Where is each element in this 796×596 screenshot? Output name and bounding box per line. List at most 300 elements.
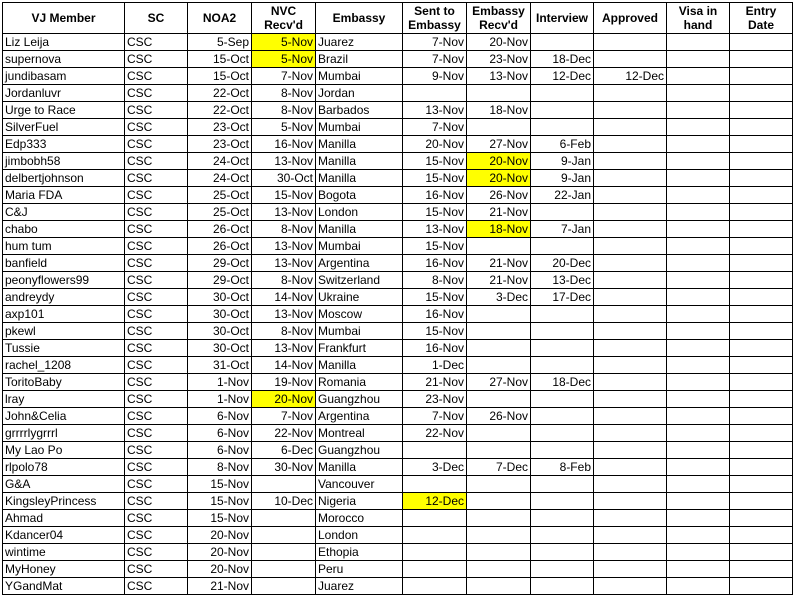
- cell-visa-in-hand[interactable]: [667, 442, 730, 459]
- cell-nvc-recvd[interactable]: 14-Nov: [252, 357, 316, 374]
- cell-approved[interactable]: [594, 153, 667, 170]
- cell-vj-member[interactable]: rlpolo78: [3, 459, 125, 476]
- cell-entry-date[interactable]: [730, 204, 793, 221]
- cell-approved[interactable]: [594, 510, 667, 527]
- cell-nvc-recvd[interactable]: 7-Nov: [252, 68, 316, 85]
- cell-sc[interactable]: CSC: [125, 136, 188, 153]
- cell-sc[interactable]: CSC: [125, 323, 188, 340]
- cell-vj-member[interactable]: lray: [3, 391, 125, 408]
- cell-sc[interactable]: CSC: [125, 374, 188, 391]
- cell-interview[interactable]: [531, 357, 594, 374]
- cell-nvc-recvd[interactable]: 13-Nov: [252, 340, 316, 357]
- cell-entry-date[interactable]: [730, 289, 793, 306]
- cell-visa-in-hand[interactable]: [667, 374, 730, 391]
- cell-sc[interactable]: CSC: [125, 153, 188, 170]
- cell-embassy[interactable]: Romania: [316, 374, 403, 391]
- cell-visa-in-hand[interactable]: [667, 34, 730, 51]
- cell-noa2[interactable]: 6-Nov: [188, 425, 252, 442]
- cell-visa-in-hand[interactable]: [667, 306, 730, 323]
- cell-embassy-recvd[interactable]: 26-Nov: [467, 187, 531, 204]
- cell-interview[interactable]: [531, 578, 594, 595]
- cell-embassy-recvd[interactable]: [467, 425, 531, 442]
- cell-interview[interactable]: 9-Jan: [531, 170, 594, 187]
- cell-approved[interactable]: [594, 340, 667, 357]
- cell-entry-date[interactable]: [730, 340, 793, 357]
- cell-interview[interactable]: [531, 238, 594, 255]
- cell-sc[interactable]: CSC: [125, 357, 188, 374]
- cell-approved[interactable]: [594, 476, 667, 493]
- cell-noa2[interactable]: 5-Sep: [188, 34, 252, 51]
- cell-nvc-recvd[interactable]: 8-Nov: [252, 221, 316, 238]
- cell-noa2[interactable]: 15-Nov: [188, 493, 252, 510]
- cell-embassy[interactable]: Manilla: [316, 136, 403, 153]
- cell-approved[interactable]: [594, 119, 667, 136]
- cell-vj-member[interactable]: C&J: [3, 204, 125, 221]
- cell-sc[interactable]: CSC: [125, 68, 188, 85]
- cell-entry-date[interactable]: [730, 510, 793, 527]
- cell-vj-member[interactable]: Liz Leija: [3, 34, 125, 51]
- cell-approved[interactable]: [594, 391, 667, 408]
- cell-interview[interactable]: 12-Dec: [531, 68, 594, 85]
- header-sc[interactable]: SC: [125, 3, 188, 34]
- cell-embassy[interactable]: Mumbai: [316, 119, 403, 136]
- cell-embassy-recvd[interactable]: [467, 85, 531, 102]
- cell-sc[interactable]: CSC: [125, 527, 188, 544]
- cell-noa2[interactable]: 26-Oct: [188, 221, 252, 238]
- cell-embassy-recvd[interactable]: [467, 391, 531, 408]
- cell-visa-in-hand[interactable]: [667, 323, 730, 340]
- cell-entry-date[interactable]: [730, 493, 793, 510]
- cell-sent-to-embassy[interactable]: 13-Nov: [403, 221, 467, 238]
- cell-approved[interactable]: [594, 34, 667, 51]
- cell-noa2[interactable]: 30-Oct: [188, 323, 252, 340]
- cell-vj-member[interactable]: jimbobh58: [3, 153, 125, 170]
- cell-sc[interactable]: CSC: [125, 51, 188, 68]
- cell-sent-to-embassy[interactable]: 7-Nov: [403, 408, 467, 425]
- cell-approved[interactable]: [594, 323, 667, 340]
- cell-interview[interactable]: 9-Jan: [531, 153, 594, 170]
- cell-embassy-recvd[interactable]: 27-Nov: [467, 136, 531, 153]
- cell-sc[interactable]: CSC: [125, 510, 188, 527]
- cell-entry-date[interactable]: [730, 221, 793, 238]
- cell-approved[interactable]: [594, 51, 667, 68]
- cell-entry-date[interactable]: [730, 544, 793, 561]
- cell-visa-in-hand[interactable]: [667, 425, 730, 442]
- cell-approved[interactable]: [594, 544, 667, 561]
- cell-vj-member[interactable]: delbertjohnson: [3, 170, 125, 187]
- cell-approved[interactable]: [594, 578, 667, 595]
- cell-approved[interactable]: [594, 425, 667, 442]
- cell-embassy[interactable]: Argentina: [316, 255, 403, 272]
- cell-entry-date[interactable]: [730, 374, 793, 391]
- cell-entry-date[interactable]: [730, 153, 793, 170]
- cell-noa2[interactable]: 22-Oct: [188, 85, 252, 102]
- cell-embassy-recvd[interactable]: [467, 476, 531, 493]
- cell-sent-to-embassy[interactable]: 13-Nov: [403, 102, 467, 119]
- cell-vj-member[interactable]: supernova: [3, 51, 125, 68]
- cell-visa-in-hand[interactable]: [667, 68, 730, 85]
- cell-entry-date[interactable]: [730, 306, 793, 323]
- cell-embassy[interactable]: Bogota: [316, 187, 403, 204]
- cell-sent-to-embassy[interactable]: 22-Nov: [403, 425, 467, 442]
- cell-sc[interactable]: CSC: [125, 544, 188, 561]
- cell-sc[interactable]: CSC: [125, 425, 188, 442]
- cell-embassy[interactable]: Manilla: [316, 170, 403, 187]
- cell-entry-date[interactable]: [730, 476, 793, 493]
- cell-approved[interactable]: [594, 306, 667, 323]
- cell-visa-in-hand[interactable]: [667, 357, 730, 374]
- cell-vj-member[interactable]: andreydy: [3, 289, 125, 306]
- cell-entry-date[interactable]: [730, 357, 793, 374]
- cell-noa2[interactable]: 24-Oct: [188, 153, 252, 170]
- cell-embassy-recvd[interactable]: 18-Nov: [467, 102, 531, 119]
- cell-interview[interactable]: 22-Jan: [531, 187, 594, 204]
- cell-embassy[interactable]: Juarez: [316, 578, 403, 595]
- cell-visa-in-hand[interactable]: [667, 51, 730, 68]
- cell-embassy[interactable]: Manilla: [316, 357, 403, 374]
- cell-sent-to-embassy[interactable]: 16-Nov: [403, 187, 467, 204]
- cell-sent-to-embassy[interactable]: [403, 85, 467, 102]
- cell-visa-in-hand[interactable]: [667, 221, 730, 238]
- cell-vj-member[interactable]: peonyflowers99: [3, 272, 125, 289]
- cell-embassy-recvd[interactable]: 21-Nov: [467, 272, 531, 289]
- cell-noa2[interactable]: 15-Oct: [188, 68, 252, 85]
- cell-visa-in-hand[interactable]: [667, 561, 730, 578]
- header-nvc-recvd[interactable]: NVC Recv'd: [252, 3, 316, 34]
- cell-sc[interactable]: CSC: [125, 204, 188, 221]
- cell-approved[interactable]: [594, 85, 667, 102]
- cell-entry-date[interactable]: [730, 561, 793, 578]
- cell-vj-member[interactable]: Urge to Race: [3, 102, 125, 119]
- cell-sc[interactable]: CSC: [125, 493, 188, 510]
- cell-embassy-recvd[interactable]: [467, 306, 531, 323]
- cell-nvc-recvd[interactable]: 19-Nov: [252, 374, 316, 391]
- cell-sc[interactable]: CSC: [125, 408, 188, 425]
- cell-noa2[interactable]: 15-Nov: [188, 476, 252, 493]
- header-embassy-recvd[interactable]: Embassy Recv'd: [467, 3, 531, 34]
- cell-sent-to-embassy[interactable]: 15-Nov: [403, 238, 467, 255]
- cell-nvc-recvd[interactable]: 8-Nov: [252, 102, 316, 119]
- cell-vj-member[interactable]: KingsleyPrincess: [3, 493, 125, 510]
- cell-visa-in-hand[interactable]: [667, 170, 730, 187]
- cell-sc[interactable]: CSC: [125, 289, 188, 306]
- cell-sent-to-embassy[interactable]: 7-Nov: [403, 34, 467, 51]
- cell-vj-member[interactable]: MyHoney: [3, 561, 125, 578]
- cell-embassy-recvd[interactable]: [467, 544, 531, 561]
- cell-sent-to-embassy[interactable]: [403, 510, 467, 527]
- cell-entry-date[interactable]: [730, 391, 793, 408]
- cell-embassy[interactable]: Montreal: [316, 425, 403, 442]
- cell-embassy[interactable]: London: [316, 527, 403, 544]
- cell-entry-date[interactable]: [730, 102, 793, 119]
- cell-sent-to-embassy[interactable]: [403, 561, 467, 578]
- cell-nvc-recvd[interactable]: [252, 561, 316, 578]
- cell-approved[interactable]: [594, 527, 667, 544]
- cell-nvc-recvd[interactable]: 10-Dec: [252, 493, 316, 510]
- cell-entry-date[interactable]: [730, 442, 793, 459]
- cell-noa2[interactable]: 26-Oct: [188, 238, 252, 255]
- cell-interview[interactable]: [531, 119, 594, 136]
- cell-entry-date[interactable]: [730, 170, 793, 187]
- cell-embassy[interactable]: Manilla: [316, 459, 403, 476]
- cell-interview[interactable]: [531, 391, 594, 408]
- cell-vj-member[interactable]: jundibasam: [3, 68, 125, 85]
- cell-embassy[interactable]: Morocco: [316, 510, 403, 527]
- cell-visa-in-hand[interactable]: [667, 102, 730, 119]
- cell-embassy[interactable]: Mumbai: [316, 68, 403, 85]
- cell-embassy[interactable]: Ukraine: [316, 289, 403, 306]
- cell-approved[interactable]: [594, 442, 667, 459]
- cell-interview[interactable]: 6-Feb: [531, 136, 594, 153]
- cell-nvc-recvd[interactable]: 6-Dec: [252, 442, 316, 459]
- cell-sent-to-embassy[interactable]: [403, 578, 467, 595]
- cell-interview[interactable]: 13-Dec: [531, 272, 594, 289]
- cell-interview[interactable]: [531, 204, 594, 221]
- cell-nvc-recvd[interactable]: 13-Nov: [252, 153, 316, 170]
- cell-visa-in-hand[interactable]: [667, 391, 730, 408]
- cell-entry-date[interactable]: [730, 425, 793, 442]
- cell-sc[interactable]: CSC: [125, 255, 188, 272]
- cell-vj-member[interactable]: pkewl: [3, 323, 125, 340]
- cell-embassy-recvd[interactable]: 13-Nov: [467, 68, 531, 85]
- cell-nvc-recvd[interactable]: 30-Nov: [252, 459, 316, 476]
- cell-visa-in-hand[interactable]: [667, 476, 730, 493]
- cell-embassy-recvd[interactable]: 20-Nov: [467, 34, 531, 51]
- cell-sc[interactable]: CSC: [125, 459, 188, 476]
- cell-visa-in-hand[interactable]: [667, 527, 730, 544]
- cell-approved[interactable]: [594, 289, 667, 306]
- cell-noa2[interactable]: 23-Oct: [188, 119, 252, 136]
- cell-vj-member[interactable]: Tussie: [3, 340, 125, 357]
- cell-sc[interactable]: CSC: [125, 119, 188, 136]
- cell-nvc-recvd[interactable]: 8-Nov: [252, 85, 316, 102]
- cell-visa-in-hand[interactable]: [667, 510, 730, 527]
- cell-entry-date[interactable]: [730, 255, 793, 272]
- cell-embassy[interactable]: Mumbai: [316, 238, 403, 255]
- cell-nvc-recvd[interactable]: 13-Nov: [252, 255, 316, 272]
- cell-noa2[interactable]: 15-Nov: [188, 510, 252, 527]
- cell-noa2[interactable]: 31-Oct: [188, 357, 252, 374]
- cell-vj-member[interactable]: My Lao Po: [3, 442, 125, 459]
- cell-visa-in-hand[interactable]: [667, 255, 730, 272]
- cell-sent-to-embassy[interactable]: 12-Dec: [403, 493, 467, 510]
- cell-interview[interactable]: [531, 510, 594, 527]
- cell-interview[interactable]: 18-Dec: [531, 374, 594, 391]
- cell-embassy-recvd[interactable]: [467, 119, 531, 136]
- cell-sent-to-embassy[interactable]: 20-Nov: [403, 136, 467, 153]
- cell-embassy[interactable]: Mumbai: [316, 323, 403, 340]
- cell-interview[interactable]: [531, 493, 594, 510]
- cell-embassy-recvd[interactable]: 7-Dec: [467, 459, 531, 476]
- cell-interview[interactable]: 7-Jan: [531, 221, 594, 238]
- header-vj-member[interactable]: VJ Member: [3, 3, 125, 34]
- cell-visa-in-hand[interactable]: [667, 544, 730, 561]
- cell-embassy[interactable]: Vancouver: [316, 476, 403, 493]
- cell-entry-date[interactable]: [730, 68, 793, 85]
- cell-sc[interactable]: CSC: [125, 561, 188, 578]
- cell-approved[interactable]: [594, 204, 667, 221]
- cell-sc[interactable]: CSC: [125, 85, 188, 102]
- cell-nvc-recvd[interactable]: 30-Oct: [252, 170, 316, 187]
- cell-vj-member[interactable]: John&Celia: [3, 408, 125, 425]
- cell-interview[interactable]: 18-Dec: [531, 51, 594, 68]
- cell-embassy-recvd[interactable]: 26-Nov: [467, 408, 531, 425]
- cell-embassy-recvd[interactable]: [467, 561, 531, 578]
- cell-nvc-recvd[interactable]: 5-Nov: [252, 34, 316, 51]
- cell-embassy[interactable]: Guangzhou: [316, 391, 403, 408]
- cell-sent-to-embassy[interactable]: 23-Nov: [403, 391, 467, 408]
- cell-visa-in-hand[interactable]: [667, 153, 730, 170]
- cell-interview[interactable]: [531, 340, 594, 357]
- cell-sent-to-embassy[interactable]: 3-Dec: [403, 459, 467, 476]
- cell-noa2[interactable]: 20-Nov: [188, 544, 252, 561]
- cell-nvc-recvd[interactable]: 7-Nov: [252, 408, 316, 425]
- cell-visa-in-hand[interactable]: [667, 408, 730, 425]
- cell-approved[interactable]: [594, 102, 667, 119]
- cell-noa2[interactable]: 20-Nov: [188, 527, 252, 544]
- cell-sent-to-embassy[interactable]: 9-Nov: [403, 68, 467, 85]
- cell-nvc-recvd[interactable]: 16-Nov: [252, 136, 316, 153]
- cell-sc[interactable]: CSC: [125, 476, 188, 493]
- cell-noa2[interactable]: 30-Oct: [188, 289, 252, 306]
- cell-embassy[interactable]: Moscow: [316, 306, 403, 323]
- cell-approved[interactable]: [594, 187, 667, 204]
- cell-vj-member[interactable]: hum tum: [3, 238, 125, 255]
- cell-embassy[interactable]: Brazil: [316, 51, 403, 68]
- header-embassy[interactable]: Embassy: [316, 3, 403, 34]
- cell-nvc-recvd[interactable]: 22-Nov: [252, 425, 316, 442]
- cell-sc[interactable]: CSC: [125, 170, 188, 187]
- cell-nvc-recvd[interactable]: 8-Nov: [252, 272, 316, 289]
- cell-nvc-recvd[interactable]: 13-Nov: [252, 204, 316, 221]
- cell-interview[interactable]: [531, 306, 594, 323]
- cell-approved[interactable]: [594, 272, 667, 289]
- cell-noa2[interactable]: 24-Oct: [188, 170, 252, 187]
- cell-sent-to-embassy[interactable]: [403, 527, 467, 544]
- cell-interview[interactable]: [531, 442, 594, 459]
- cell-noa2[interactable]: 6-Nov: [188, 408, 252, 425]
- cell-noa2[interactable]: 1-Nov: [188, 391, 252, 408]
- header-approved[interactable]: Approved: [594, 3, 667, 34]
- cell-interview[interactable]: [531, 476, 594, 493]
- cell-sent-to-embassy[interactable]: 15-Nov: [403, 289, 467, 306]
- cell-visa-in-hand[interactable]: [667, 578, 730, 595]
- cell-embassy-recvd[interactable]: [467, 493, 531, 510]
- cell-visa-in-hand[interactable]: [667, 289, 730, 306]
- cell-approved[interactable]: [594, 238, 667, 255]
- cell-vj-member[interactable]: Kdancer04: [3, 527, 125, 544]
- cell-interview[interactable]: [531, 85, 594, 102]
- cell-entry-date[interactable]: [730, 408, 793, 425]
- cell-sent-to-embassy[interactable]: 7-Nov: [403, 119, 467, 136]
- header-entry-date[interactable]: Entry Date: [730, 3, 793, 34]
- cell-vj-member[interactable]: G&A: [3, 476, 125, 493]
- cell-sent-to-embassy[interactable]: 1-Dec: [403, 357, 467, 374]
- cell-embassy-recvd[interactable]: 21-Nov: [467, 204, 531, 221]
- cell-visa-in-hand[interactable]: [667, 204, 730, 221]
- cell-vj-member[interactable]: grrrrlygrrrl: [3, 425, 125, 442]
- cell-entry-date[interactable]: [730, 272, 793, 289]
- cell-noa2[interactable]: 30-Oct: [188, 306, 252, 323]
- cell-vj-member[interactable]: Ahmad: [3, 510, 125, 527]
- cell-sent-to-embassy[interactable]: 8-Nov: [403, 272, 467, 289]
- cell-sc[interactable]: CSC: [125, 34, 188, 51]
- cell-vj-member[interactable]: Jordanluvr: [3, 85, 125, 102]
- cell-interview[interactable]: [531, 544, 594, 561]
- cell-embassy-recvd[interactable]: [467, 527, 531, 544]
- cell-noa2[interactable]: 22-Oct: [188, 102, 252, 119]
- cell-vj-member[interactable]: SilverFuel: [3, 119, 125, 136]
- cell-embassy[interactable]: Peru: [316, 561, 403, 578]
- cell-sc[interactable]: CSC: [125, 238, 188, 255]
- cell-noa2[interactable]: 15-Oct: [188, 51, 252, 68]
- cell-sent-to-embassy[interactable]: 7-Nov: [403, 51, 467, 68]
- cell-sc[interactable]: CSC: [125, 221, 188, 238]
- cell-interview[interactable]: [531, 425, 594, 442]
- header-interview[interactable]: Interview: [531, 3, 594, 34]
- cell-entry-date[interactable]: [730, 136, 793, 153]
- cell-sent-to-embassy[interactable]: 15-Nov: [403, 323, 467, 340]
- cell-embassy-recvd[interactable]: [467, 238, 531, 255]
- cell-entry-date[interactable]: [730, 51, 793, 68]
- cell-noa2[interactable]: 21-Nov: [188, 578, 252, 595]
- cell-visa-in-hand[interactable]: [667, 340, 730, 357]
- cell-entry-date[interactable]: [730, 187, 793, 204]
- cell-approved[interactable]: [594, 561, 667, 578]
- cell-interview[interactable]: [531, 408, 594, 425]
- cell-noa2[interactable]: 8-Nov: [188, 459, 252, 476]
- cell-vj-member[interactable]: ToritoBaby: [3, 374, 125, 391]
- cell-sc[interactable]: CSC: [125, 578, 188, 595]
- cell-nvc-recvd[interactable]: 5-Nov: [252, 119, 316, 136]
- cell-sent-to-embassy[interactable]: 21-Nov: [403, 374, 467, 391]
- cell-interview[interactable]: 17-Dec: [531, 289, 594, 306]
- cell-entry-date[interactable]: [730, 323, 793, 340]
- cell-embassy[interactable]: Argentina: [316, 408, 403, 425]
- cell-embassy[interactable]: Switzerland: [316, 272, 403, 289]
- cell-approved[interactable]: [594, 493, 667, 510]
- cell-visa-in-hand[interactable]: [667, 119, 730, 136]
- cell-approved[interactable]: [594, 221, 667, 238]
- cell-sc[interactable]: CSC: [125, 272, 188, 289]
- cell-sc[interactable]: CSC: [125, 102, 188, 119]
- cell-embassy[interactable]: Jordan: [316, 85, 403, 102]
- cell-entry-date[interactable]: [730, 85, 793, 102]
- cell-embassy[interactable]: Barbados: [316, 102, 403, 119]
- cell-sent-to-embassy[interactable]: [403, 442, 467, 459]
- cell-nvc-recvd[interactable]: [252, 544, 316, 561]
- cell-embassy-recvd[interactable]: 18-Nov: [467, 221, 531, 238]
- cell-interview[interactable]: [531, 102, 594, 119]
- cell-embassy-recvd[interactable]: [467, 510, 531, 527]
- cell-sent-to-embassy[interactable]: [403, 544, 467, 561]
- cell-embassy-recvd[interactable]: [467, 578, 531, 595]
- cell-embassy-recvd[interactable]: [467, 340, 531, 357]
- header-sent-to-embassy[interactable]: Sent to Embassy: [403, 3, 467, 34]
- cell-approved[interactable]: [594, 408, 667, 425]
- cell-vj-member[interactable]: banfield: [3, 255, 125, 272]
- cell-approved[interactable]: [594, 255, 667, 272]
- cell-entry-date[interactable]: [730, 238, 793, 255]
- cell-entry-date[interactable]: [730, 119, 793, 136]
- cell-noa2[interactable]: 29-Oct: [188, 255, 252, 272]
- cell-visa-in-hand[interactable]: [667, 272, 730, 289]
- cell-interview[interactable]: [531, 34, 594, 51]
- cell-vj-member[interactable]: Maria FDA: [3, 187, 125, 204]
- cell-sc[interactable]: CSC: [125, 306, 188, 323]
- cell-nvc-recvd[interactable]: 8-Nov: [252, 323, 316, 340]
- cell-entry-date[interactable]: [730, 527, 793, 544]
